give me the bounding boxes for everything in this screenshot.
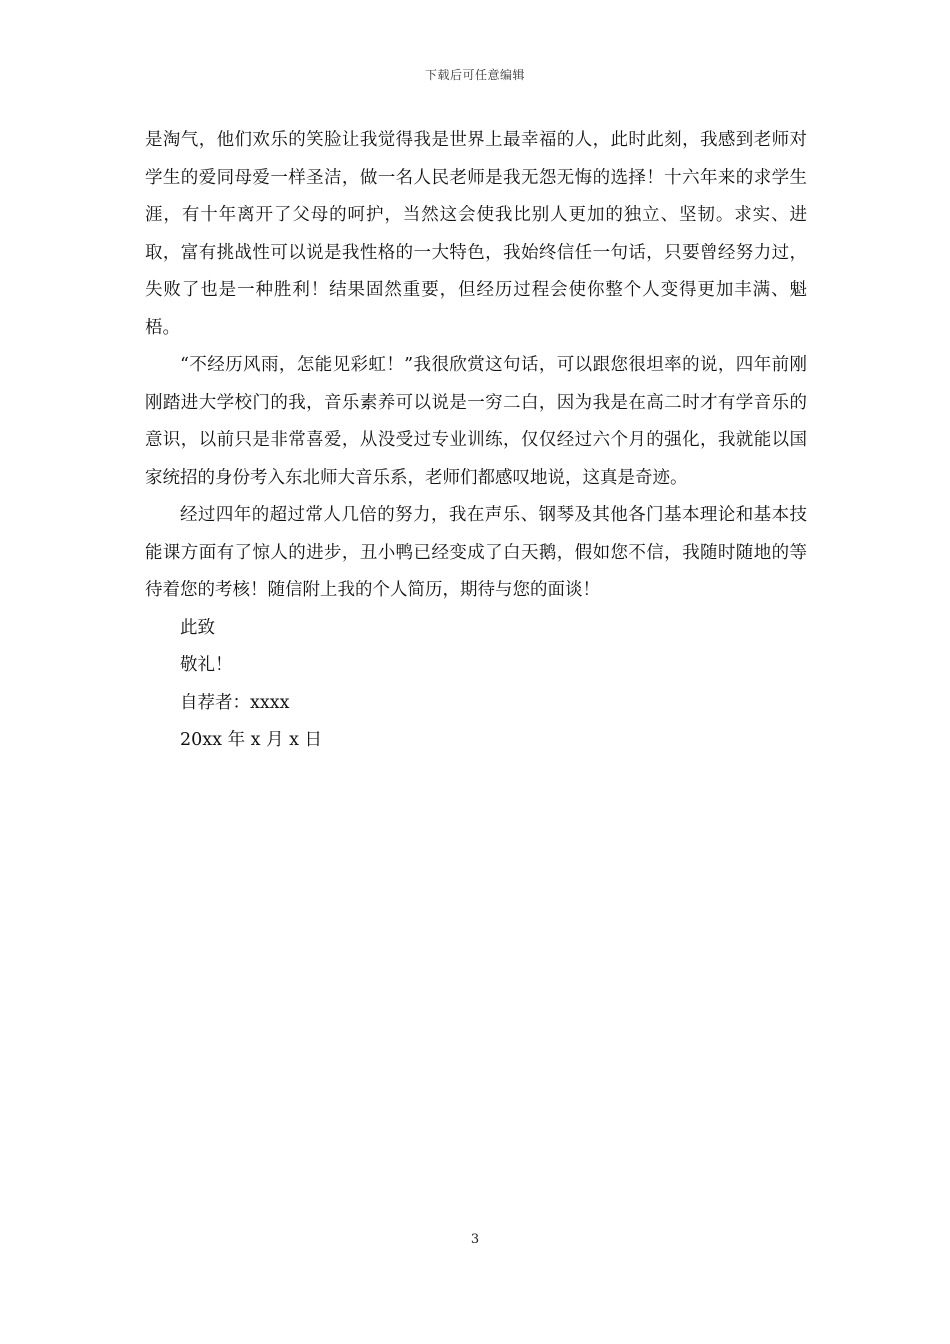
letter-body (145, 122, 807, 760)
paragraph-3: 经过四年的超过常人几倍的努力，我在声乐、钢琴及其他各门基本理论和基本技能课方面有了惊人的进步，丑小鸭已经变成了白天鹅，假如您不信，我随时随地的等待着您的考核！随信附上我的个人简历，期待与您的面谈！ (145, 505, 807, 600)
closing-regards: 敬礼！ (180, 655, 233, 675)
paragraph-1: 是淘气，他们欢乐的笑脸让我觉得我是世界上最幸福的人，此时此刻，我感到老师对学生的爱同母爱一样圣洁，做一名人民老师是我无怨无悔的选择！十六年来的求学生涯，有十年离开了父母的呵护，当然这会使我比别人更加的独立、坚韧。求实、进取，富有挑战性可以说是我性格的一大特色，我始终信任一句话，只要曾经努力过，失败了也是一种胜利！结果固然重要，但经历过程会使你整个人变得更加丰满、魁梧。 (145, 130, 807, 338)
paragraph-2: “不经历风雨，怎能见彩虹！”我很欣赏这句话，可以跟您很坦率的说，四年前刚刚踏进大学校门的我，音乐素养可以说是一穷二白，因为我是在高二时才有学音乐的意识，以前只是非常喜爱，从没受过专业训练，仅仅经过六个月的强化，我就能以国家统招的身份考入东北师大音乐系，老师们都感叹地说，这真是奇迹。 (145, 355, 807, 488)
page-number: 3 (470, 1232, 480, 1247)
date-line: 20xx 年 x 月 x 日 (180, 730, 323, 750)
signature-line: 自荐者：xxxx (180, 692, 290, 713)
page-header: 下载后可任意编辑 (424, 68, 525, 82)
closing-salutation: 此致 (180, 617, 215, 638)
